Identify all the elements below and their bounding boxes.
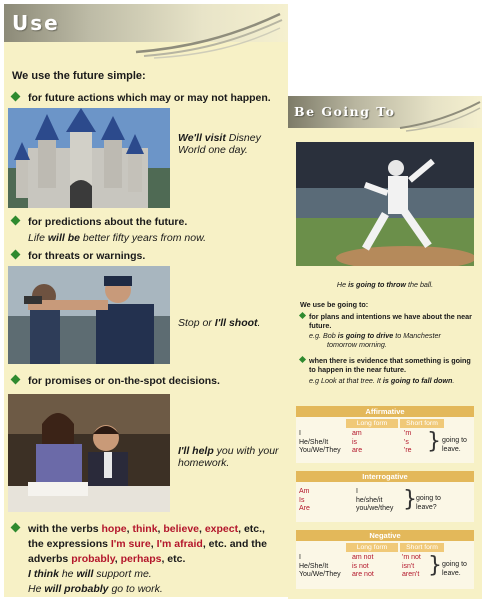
aff-short-forms: 'm 's 're: [404, 430, 412, 454]
example-verbs: I think he will support me. He will probably go to work.: [28, 568, 163, 595]
affirmative-table: [296, 417, 474, 463]
neg-short-forms: 'm not isn't aren't: [402, 554, 421, 578]
diamond-bullet-icon: [299, 312, 306, 319]
diamond-bullet-icon: [11, 523, 21, 533]
use-title: Use: [12, 11, 60, 35]
use-panel: [4, 4, 288, 597]
example-bob: e.g. Bob is going to drive to Manchester tomorrow morning.: [309, 331, 441, 349]
neg-long-forms: am not is not are not: [352, 554, 374, 578]
negative-table: [296, 541, 474, 589]
diamond-bullet-icon: [11, 92, 21, 102]
caption-throw: He is going to throw the ball.: [336, 280, 434, 289]
negative-title: Negative: [296, 530, 474, 541]
intro-text: We use the future simple:: [12, 70, 146, 82]
long-form-header: Long form: [346, 419, 398, 428]
int-auxiliaries: Am Is Are: [299, 488, 310, 512]
bullet-promises: for promises or on-the-spot decisions.: [12, 375, 220, 387]
int-pronouns: I he/she/it you/we/they: [356, 488, 394, 512]
be-going-to-panel: [288, 96, 482, 599]
interrogative-table: [296, 482, 474, 522]
brace-icon: }: [427, 429, 441, 454]
short-form-header: Short form: [400, 543, 444, 552]
aff-ending: going to leave.: [442, 437, 467, 453]
brace-icon: }: [428, 553, 442, 578]
diamond-bullet-icon: [11, 250, 21, 260]
diamond-bullet-icon: [11, 375, 21, 385]
homework-photo: [8, 394, 170, 512]
diamond-bullet-icon: [299, 356, 306, 363]
bullet-plans: for plans and intentions we have about the near future.: [300, 312, 472, 330]
bullet-verbs: with the verbs hope, think, believe, expect, etc., the expressions I'm sure, I'm afraid, etc. and the adverbs probably, perhaps, etc.: [12, 522, 267, 567]
long-form-header: Long form: [346, 543, 398, 552]
example-shoot: Stop or I'll shoot.: [178, 317, 261, 329]
swoosh-decoration-icon: [134, 8, 284, 60]
police-photo: [8, 266, 170, 364]
baseball-photo: [296, 142, 474, 266]
short-form-header: Short form: [400, 419, 444, 428]
brace-icon: }: [403, 487, 417, 512]
aff-long-forms: am is are: [352, 430, 363, 454]
neg-pronouns: I He/She/It You/We/They: [299, 554, 341, 578]
diamond-bullet-icon: [11, 216, 21, 226]
castle-photo: [8, 108, 170, 208]
interrogative-title: Interrogative: [296, 471, 474, 482]
bullet-threats: for threats or warnings.: [12, 250, 145, 262]
aff-pronouns: I He/She/It You/We/They: [299, 430, 341, 454]
bullet-evidence: when there is evidence that something is going to happen in the near future.: [300, 356, 471, 374]
affirmative-title: Affirmative: [296, 406, 474, 417]
bullet-future-actions: for future actions which may or may not happen.: [12, 92, 271, 104]
be-going-to-title: Be Going To: [294, 104, 396, 119]
neg-ending: going to leave.: [442, 561, 467, 577]
example-tree: e.g Look at that tree. It is going to fall down.: [309, 376, 455, 385]
example-life: Life will be better fifty years from now.: [28, 232, 206, 244]
int-ending: going to leave?: [416, 495, 441, 511]
example-disney: We'll visit Disney World one day.: [178, 132, 261, 156]
example-help: I'll help you with your homework.: [178, 445, 279, 469]
swoosh-decoration-icon: [398, 98, 482, 134]
bullet-predictions: for predictions about the future.: [12, 216, 187, 228]
be-going-to-intro: We use be going to:: [300, 300, 369, 309]
